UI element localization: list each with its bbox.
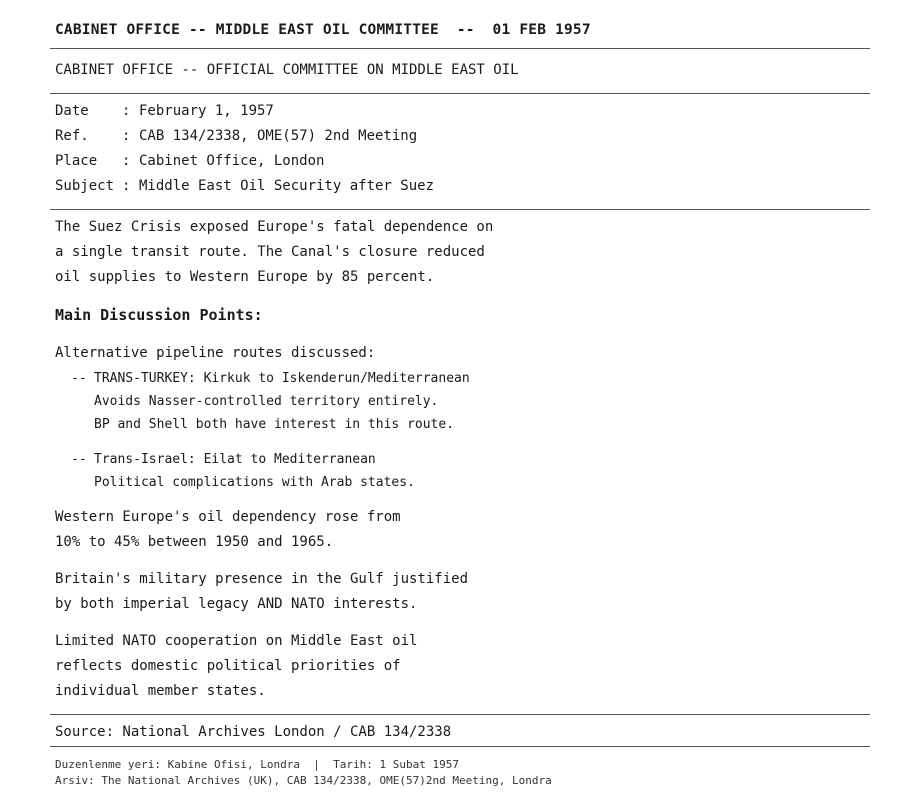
paragraph-line: Limited NATO cooperation on Middle East oil [55,633,418,649]
meta-value: CAB 134/2338, OME(57) 2nd Meeting [139,128,418,144]
paragraph-line: 10% to 45% between 1950 and 1965. [55,534,334,550]
meta-separator: : [122,178,131,194]
route-marker: -- [71,371,87,386]
footer-line: Duzenlenme yeri: Kabine Ofisi, Londra | Tarih: 1 Subat 1957 [55,758,459,771]
meta-row-subject [55,178,434,194]
pipeline-intro: Alternative pipeline routes discussed: [55,345,376,361]
divider [50,746,870,747]
document-title: CABINET OFFICE -- MIDDLE EAST OIL COMMITTEE -- 01 FEB 1957 [55,22,591,38]
intro-line: oil supplies to Western Europe by 85 percent. [55,269,435,285]
route-marker: -- [71,452,87,467]
meta-value: Cabinet Office, London [139,153,325,169]
route-note: Political complications with Arab states. [94,475,415,490]
paragraph-line: Britain's military presence in the Gulf justified [55,571,469,587]
meta-separator: : [122,128,131,144]
paragraph-line: by both imperial legacy AND NATO interests. [55,596,418,612]
meta-row-place [55,153,324,169]
footer-line: Arsiv: The National Archives (UK), CAB 134/2338, OME(57)2nd Meeting, Londra [55,774,552,787]
paragraph-line: Western Europe's oil dependency rose from [55,509,401,525]
intro-line: The Suez Crisis exposed Europe's fatal dependence on [55,219,494,235]
meta-key: Place [55,153,98,169]
divider [50,714,870,715]
route-name: TRANS-TURKEY: Kirkuk to Iskenderun/Mediterranean [94,371,470,386]
route-name: Trans-Israel: Eilat to Mediterranean [94,452,376,467]
section-heading: Main Discussion Points: [55,306,263,324]
divider [50,48,870,49]
meta-row-date [55,103,274,119]
committee-subtitle: CABINET OFFICE -- OFFICIAL COMMITTEE ON MIDDLE EAST OIL [55,62,519,78]
route-note: BP and Shell both have interest in this route. [94,417,455,432]
paragraph-line: reflects domestic political priorities of [55,658,401,674]
source-line: Source: National Archives London / CAB 134/2338 [55,724,452,740]
meta-key: Ref. [55,128,89,144]
meta-separator: : [122,153,131,169]
meta-value: Middle East Oil Security after Suez [139,178,435,194]
meta-key: Subject [55,178,115,194]
meta-value: February 1, 1957 [139,103,274,119]
divider [50,209,870,210]
meta-row-ref [55,128,417,144]
meta-key: Date [55,103,89,119]
paragraph-line: individual member states. [55,683,266,699]
route-note: Avoids Nasser-controlled territory entirely. [94,394,439,409]
meta-separator: : [122,103,131,119]
divider [50,93,870,94]
intro-line: a single transit route. The Canal's closure reduced [55,244,485,260]
